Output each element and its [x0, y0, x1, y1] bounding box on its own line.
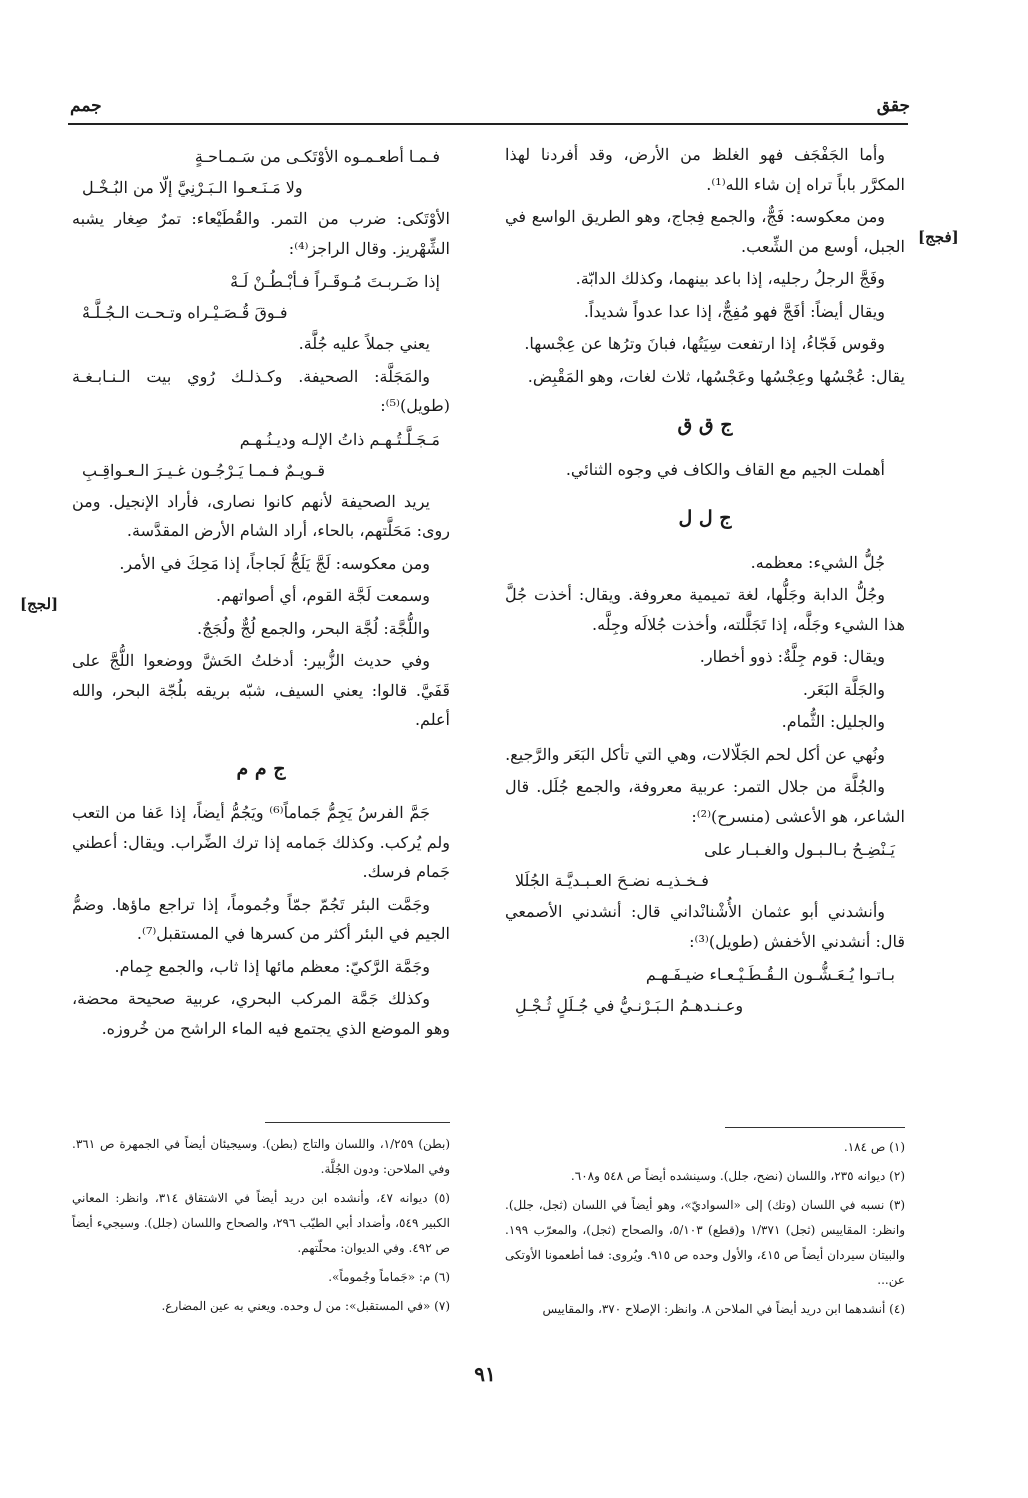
running-header-right: جقق — [876, 96, 910, 116]
paragraph: ويقال: قوم جِلَّةٌ: ذوو أخطار. — [699, 647, 885, 666]
verse-hemistich: بـاتـوا يُـعَـشُّـون الـقُـطَـيْـعـاء ضيـفَـهـم — [645, 965, 895, 984]
margin-tag-fjj: [فجج] — [918, 228, 959, 246]
margin-tag-ljj: [لجج] — [20, 595, 59, 613]
verse-hemistich: إذا ضَـربـتَ مُـوقَـراً فـأبْـطُـنْ لَـهْ — [230, 272, 440, 291]
footnotes-right — [505, 1135, 905, 1326]
verse-hemistich: فـوقَ قُـصَـيْـراه وتـحـت الـجُـلَّـهْ — [82, 303, 288, 322]
paragraph: جَمَّ الفرسُ يَجِمُّ جَماماً⁽⁶⁾ ويَجُمُّ أيضاً، إذا عَفا من التعب ولم يُركب. وكذلك جَمامه إذا ترك الضِّراب. ويقال: أعطني جَمام فرسك. — [72, 803, 450, 881]
paragraph: ومن معكوسه: لَجَّ يَلَجُّ لَجاجاً، إذا مَحِكَ في الأمر. — [119, 553, 430, 573]
verse-hemistich: وعـنـدهـمُ الـبَـرْنـيُّ في جُـلَلٍ ثُـجْـلِ — [515, 996, 744, 1015]
footnote: (٦) م: «جَماماً وجُموماً». — [328, 1270, 450, 1284]
paragraph: ويقال أيضاً: أفَجَّ فهو مُفِجٌّ، إذا عدا عدواً شديداً. — [583, 301, 885, 321]
paragraph: وفي حديث الزُّبير: أدخلتُ الحَشَّ ووضعوا اللُّجَّ على قَفَيَّ. قالوا: يعني السيف، شبّه بريقه بلُجّة البحر، والله أعلم. — [72, 651, 450, 729]
footnote: (بطن) ١/٢٥٩، واللسان والتاج (بطن). وسيجيئان أيضاً في الجمهرة ص ٣٦١. وفي الملاحن: ودون الجُلَّة. — [72, 1137, 450, 1176]
paragraph: ومن معكوسه: فَجٌّ، والجمع فِجاج، وهو الطريق الواسع في الجبل، أوسع من الشِّعب. — [505, 207, 905, 256]
paragraph: وجَمَّت البئر تَجُمّ جمّاً وجُموماً، إذا تراجع ماؤها. وضمُّ الجيم في البئر أكثر من كسرها في المستقبل⁽⁷⁾. — [72, 894, 450, 943]
footnote: (٢) ديوانه ٢٣٥، واللسان (نضح، جلل). وسينشده أيضاً ص ٥٤٨ و٦٠٨. — [570, 1169, 905, 1183]
section-heading-jmm: ج م م — [236, 757, 286, 780]
footnote: (٧) «في المستقبل»: من ل وحده. ويعني به عين المضارع. — [161, 1299, 450, 1313]
verse — [72, 266, 450, 328]
paragraph: وجَمَّة الرَّكيّ: معظم مائها إذا ثاب، والجمع جِمام. — [114, 956, 430, 976]
paragraph: وأنشدني أبو عثمان الأُشْنانْداني قال: أنشدني الأصمعي قال: أنشدني الأخفش (طويل)⁽³⁾: — [505, 902, 905, 951]
footnote: (١) ص ١٨٤. — [843, 1140, 905, 1154]
running-header-left: جمم — [70, 96, 102, 116]
verse-hemistich: ولا مَـنَـعـوا الـبَـرْنِيَّ إلّا من البُـخْـل — [82, 178, 303, 197]
verse-hemistich: يَـنْضِـحُ بـالـبـول والغـبـار على — [704, 840, 895, 859]
footnote-rule-left — [265, 1122, 450, 1123]
footnote: (٤) أنشدهما ابن دريد أيضاً في الملاحن ٨. وانظر: الإصلاح ٣٧٠، والمقاييس — [542, 1302, 905, 1316]
footnote: (٥) ديوانه ٤٧، وأنشده ابن دريد أيضاً في الاشتقاق ٣١٤، وانظر: المعاني الكبير ٥٤٩، وأضداد أبي الطيّب ٢٩٦، والصحاح واللسان (جلل). وسيجيء أيضاً ص ٤٩٢. وفي الديوان: محلّتهم. — [72, 1191, 451, 1255]
paragraph: والمَجَلَّة: الصحيفة. وكـذلـك رُوي بيت الـنـابـغـة (طويل)⁽⁵⁾: — [72, 366, 450, 415]
section-heading-jqq: ج ق ق — [677, 414, 733, 436]
paragraph: وكذلك جَمَّة المركب البحري، عربية صحيحة محضة، وهو الموضع الذي يجتمع فيه الماء الراشح من خُروزه. — [72, 989, 450, 1038]
verse-hemistich: مَـجَـلَّـتُـهـم ذاتُ الإلـه وديـنُـهـم — [239, 429, 440, 449]
paragraph: والجليل: الثُّمام. — [781, 712, 885, 731]
page-number: ٩١ — [474, 1362, 496, 1386]
paragraph: يريد الصحيفة لأنهم كانوا نصارى، فأراد الإنجيل. ومن روى: مَحَلَّتهم، بالحاء، أراد الشام الأرض المقدَّسة. — [72, 491, 450, 540]
left-column — [72, 140, 450, 1046]
paragraph: وقوس فَجّاءُ، إذا ارتفعت سِيَتُها، فبانَ وترُها عن عِجْسها. — [524, 334, 885, 353]
verse — [72, 424, 450, 486]
verse — [505, 959, 905, 1021]
paragraph: الأوْتَكى: ضرب من التمر. والقُطَيْعاء: تمرٌ صِغار يشبه الشِّهْريز. وقال الراجز⁽⁴⁾: — [72, 209, 450, 258]
paragraph: وأما الجَفْجَف فهو الغلظ من الأرض، وقد أفردنا لهذا المكرَّر باباً تراه إن شاء الله⁽¹⁾. — [505, 145, 905, 194]
verse — [72, 141, 450, 203]
footnote-rule-right — [725, 1127, 905, 1128]
paragraph: يعني جملاً عليه جُلَّة. — [298, 334, 430, 353]
paragraph: أهملت الجيم مع القاف والكاف في وجوه الثنائي. — [565, 459, 885, 479]
paragraph: وسمعت لَجَّة القوم، أي أصواتهم. — [216, 586, 430, 605]
paragraph: وجُلُّ الدابة وجَلُّها، لغة تميمية معروفة. ويقال: أخذت جُلَّ هذا الشيء وجَلَّه، إذا تَجَلَّلته، وأخذت جُلالَه وجِلَّه. — [505, 585, 905, 634]
paragraph: يقال: عُجْسُها وعِجْسُها وعَجْسُها، ثلاث لغات، وهو المَقْبِض. — [527, 366, 905, 386]
right-column — [505, 140, 905, 1022]
paragraph: جُلُّ الشيء: معظمه. — [750, 552, 885, 572]
verse-hemistich: قـويـمٌ فـمـا يَـرْجُـون غـيـرَ الـعـواقِـبِ — [82, 460, 326, 480]
verse-hemistich: فـمـا أطعـمـوه الأوْتَكـى من سَـمـاحـةٍ — [194, 147, 440, 166]
paragraph: ونُهي عن أكل لحم الجَلّالات، وهي التي تأكل البَعَر والرَّجيع. — [505, 744, 885, 764]
paragraph: والجُلَّة من جلال التمر: عربية معروفة، والجمع جُلَل. قال الشاعر، هو الأعشى (منسرح)⁽²⁾: — [505, 777, 905, 826]
footnotes-left — [72, 1132, 450, 1323]
paragraph: والجَلَّة البَعَر. — [802, 679, 885, 699]
paragraph: واللُّجَّة: لُجَّة البحر، والجمع لُجٌّ ولُجَجٌ. — [196, 618, 430, 638]
header-rule — [68, 123, 908, 125]
section-heading-jll: ج ل ل — [678, 507, 732, 529]
verse — [505, 834, 905, 896]
paragraph: وفَجَّ الرجلُ رجليه، إذا باعد بينهما، وكذلك الدابّة. — [575, 269, 885, 288]
footnote: (٣) نسبه في اللسان (وتك) إلى «السواديّ»، وهو أيضاً في اللسان (ثجل، جلل). وانظر: المقاييس (ثجل) ١/٣٧١ و(قطع) ٥/١٠٣، والصحاح (ثجل)، والمعرّب ١٩٩. والبيتان سيردان أيضاً ص ٤١٥، والأول وحده ص ٩١٥. ويُروى: فما أطعمونا الأوتكى عن... — [505, 1198, 906, 1287]
verse-hemistich: فـخـذيـه نضـحَ العـبـديَّـة الجُلَلا — [515, 871, 709, 890]
